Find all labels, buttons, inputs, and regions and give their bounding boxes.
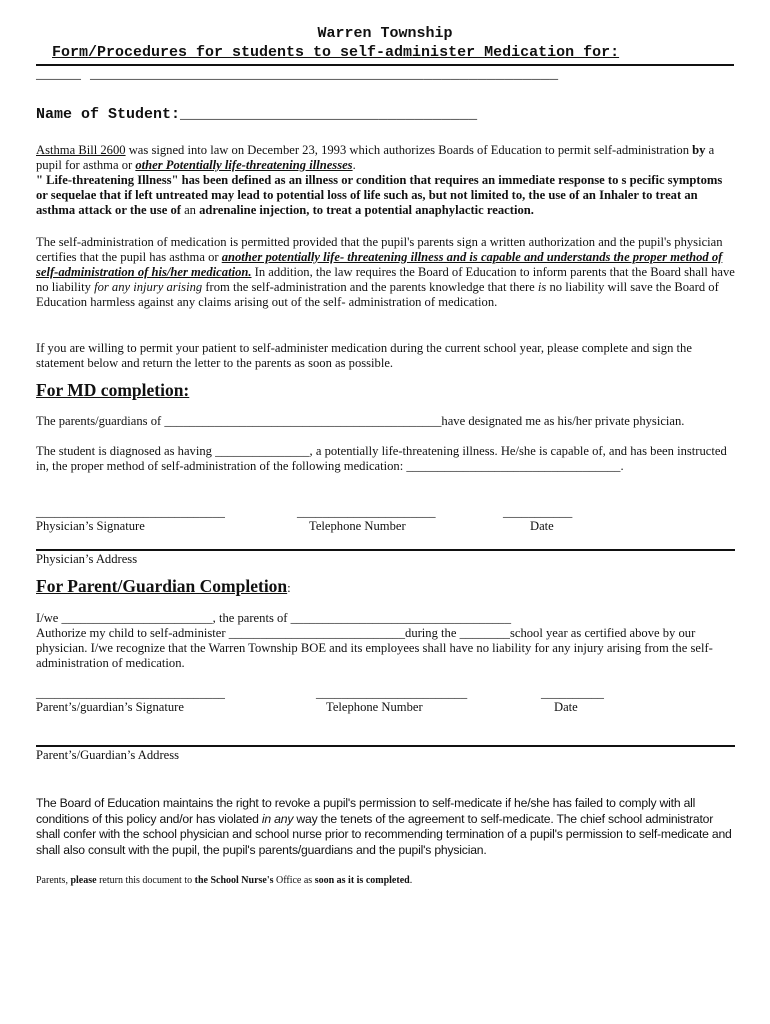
footer-bold: please: [70, 875, 97, 886]
footer-bold: soon as it is completed: [314, 875, 410, 886]
footer-text: .: [409, 875, 413, 886]
parent-address-line[interactable]: [36, 745, 735, 747]
intro-italic: is: [537, 280, 547, 294]
intro-text: .: [352, 158, 356, 172]
intro-text: no liability will save the Board of Education harmless against any claims arising out of the self- administration of medication.: [36, 280, 719, 309]
md-heading-text: For MD completion:: [36, 380, 190, 400]
parent-date-label: Date: [554, 700, 578, 714]
life-threatening-definition: adrenaline injection, to treat a potential anaphylactic reaction.: [195, 203, 534, 217]
parent-address-label: Parent’s/Guardian’s Address: [36, 748, 180, 762]
life-threatening-definition: " Life-threatening Illness" has been defined as an illness or condition that requires an immediate response to s pecific symptoms or sequelae that if left untreated may lead to potential loss of life such as, but not limited to, the use of an Inhaler to treat an asthma attack or the use of: [36, 173, 723, 217]
board-text: The Board of Education maintains the right to revoke a pupil's permission to self-medicate if he/she has failed to comply with all conditions of this policy and/or has violated: [36, 796, 696, 826]
intro-text: from the self-administration and the parents knowledge that there: [202, 280, 538, 294]
physician-signature-blank[interactable]: ______________________________: [36, 505, 225, 519]
physician-address-line[interactable]: [36, 549, 735, 551]
physician-date-blank[interactable]: ___________: [503, 505, 573, 519]
physician-signature-label: Physician’s Signature: [36, 519, 145, 533]
parent-authorize-paragraph: Authorize my child to self-administer ____________________________during the ________school year as certified above by our physician. I/we recognize that the Warren Township BOE and its employees shall have no liability for any injury arising from the self-administration of medication.: [36, 626, 713, 670]
footer-bold: the School Nurse's: [194, 875, 274, 886]
parent-telephone-label: Telephone Number: [326, 700, 423, 714]
board-policy-paragraph: [36, 796, 736, 858]
intro-paragraph-2: [36, 235, 736, 310]
parent-signature-blank[interactable]: ______________________________: [36, 686, 225, 700]
physician-date-label: Date: [530, 519, 554, 533]
student-name-label-text: Name of Student:: [36, 106, 181, 123]
footer-text: Parents,: [36, 875, 71, 886]
medication-blank-line: _____ ____________________________________________________: [36, 66, 559, 83]
return-instructions: [36, 875, 412, 886]
intro-paragraph-3: If you are willing to permit your patient to self-administer medication during the current school year, please complete and sign the statement below and return the letter to the parents as soon as possible.: [36, 341, 692, 370]
intro-text: was signed into law on December 23, 1993 which authorizes Boards of Education to permit self-administration: [125, 143, 693, 157]
intro-emphasis: another potentially life- threatening illness: [221, 250, 444, 264]
intro-by: by: [692, 143, 706, 157]
parent-section-heading: [36, 576, 291, 597]
physician-address-label: Physician’s Address: [36, 552, 138, 566]
form-subtitle: Form/Procedures for students to self-administer Medication for:: [52, 44, 620, 61]
intro-emphasis: and is capable and understands the proper method of self-administration of his/her medication.: [36, 250, 723, 279]
parent-heading-text: For Parent/Guardian Completion: [36, 576, 288, 596]
md-section-heading: [36, 380, 189, 401]
parent-heading-colon: :: [287, 580, 291, 595]
physician-telephone-blank[interactable]: ______________________: [297, 505, 436, 519]
parent-telephone-blank[interactable]: ________________________: [316, 686, 468, 700]
parent-names-line: I/we ________________________, the parents of ___________________________________: [36, 611, 512, 625]
footer-text: return this document to: [96, 875, 195, 886]
intro-text: In addition, the law requires the Board of Education to inform parents that the Board shall have no liability: [36, 265, 735, 294]
intro-text: a pupil for asthma or: [36, 143, 715, 172]
parent-date-blank[interactable]: __________: [541, 686, 604, 700]
intro-text: an: [184, 203, 196, 217]
md-diagnosis-line: The student is diagnosed as having _______________, a potentially life-threatening illness. He/she is capable of, and has been instructed in, the proper method of self-administration of the following medication: __________________________________.: [36, 444, 727, 473]
intro-emphasis: other Potentially life-threatening illnesses: [135, 158, 353, 172]
footer-text: Office as: [273, 875, 315, 886]
parent-signature-label: Parent’s/guardian’s Signature: [36, 700, 184, 714]
student-name-label: [36, 106, 477, 123]
board-italic: in any: [261, 811, 294, 826]
form-title: Warren Township: [317, 25, 453, 42]
md-parents-line: The parents/guardians of ____________________________________________have designated me as his/her private physician.: [36, 414, 685, 428]
board-text: way the tenets of the agreement to self-medicate. The chief school administrator shall confer with the school physician and school nurse prior to recommending termination of a pupil's permission to self-medicate and shall also consult with the pupil, the pupil's parents/guardians and the pupil's physician.: [36, 811, 732, 857]
intro-paragraph-1: [36, 143, 736, 218]
asthma-bill-text: Asthma Bill 2600: [36, 143, 126, 157]
student-name-blank: _________________________________: [180, 106, 478, 123]
physician-telephone-label: Telephone Number: [309, 519, 406, 533]
intro-text: The self-administration of medication is permitted provided that the pupil's parents sign a written authorization and the pupil's physician certifies that the pupil has asthma or: [36, 235, 723, 264]
intro-italic: for any injury arising: [94, 280, 203, 294]
